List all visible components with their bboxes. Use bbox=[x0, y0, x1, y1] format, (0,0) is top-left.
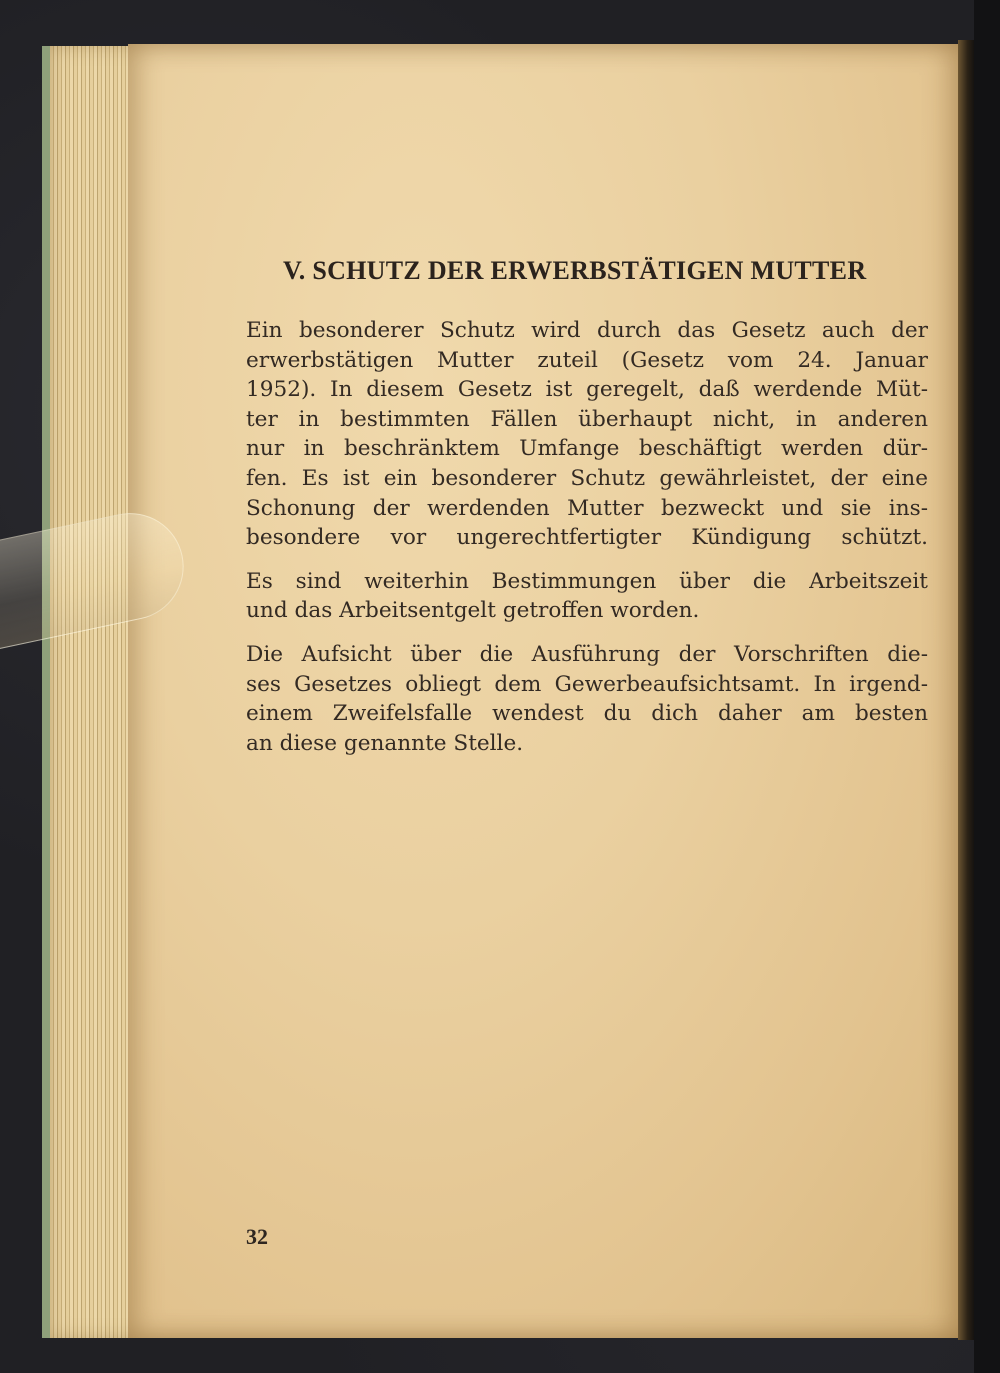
text-line: an diese genannte Stelle. bbox=[246, 730, 524, 756]
page-text-block bbox=[246, 256, 928, 772]
background-right-edge bbox=[974, 0, 1000, 1373]
text-line: ses Gesetzes obliegt dem Gewerbeaufsichtsamt. In irgend- bbox=[246, 671, 928, 697]
text-line: erwerbstätigen Mutter zuteil (Gesetz vom 24. Januar bbox=[246, 347, 928, 373]
text-line: Die Aufsicht über die Ausführung der Vorschriften die- bbox=[246, 641, 928, 667]
paragraph-1 bbox=[246, 316, 928, 553]
book-gutter bbox=[958, 40, 974, 1340]
text-line: ter in bestimmten Fällen überhaupt nicht, in anderen bbox=[246, 406, 928, 432]
text-line: nur in beschränktem Umfange beschäftigt werden dür- bbox=[246, 436, 928, 462]
text-line: besondere vor ungerechtfertigter Kündigung schützt. bbox=[246, 525, 928, 551]
text-line: und das Arbeitsentgelt getroffen worden. bbox=[246, 598, 700, 624]
text-line: Ein besonderer Schutz wird durch das Gesetz auch der bbox=[246, 318, 928, 343]
chapter-heading: V. SCHUTZ DER ERWERBSTÄTIGEN MUTTER bbox=[283, 256, 867, 285]
page-number: 32 bbox=[246, 1224, 268, 1249]
text-line: 1952). In diesem Gesetz ist geregelt, daß werdende Müt- bbox=[246, 377, 928, 403]
text-line: Es sind weiterhin Bestimmungen über die Arbeitszeit bbox=[246, 568, 928, 594]
text-line: Schonung der werdenden Mutter bezweckt und sie ins- bbox=[246, 495, 928, 521]
paragraph-3 bbox=[246, 640, 928, 758]
paragraph-2 bbox=[246, 567, 928, 626]
text-line: einem Zweifelsfalle wendest du dich daher am besten bbox=[246, 701, 928, 727]
text-line: fen. Es ist ein besonderer Schutz gewährleistet, der eine bbox=[246, 465, 928, 491]
